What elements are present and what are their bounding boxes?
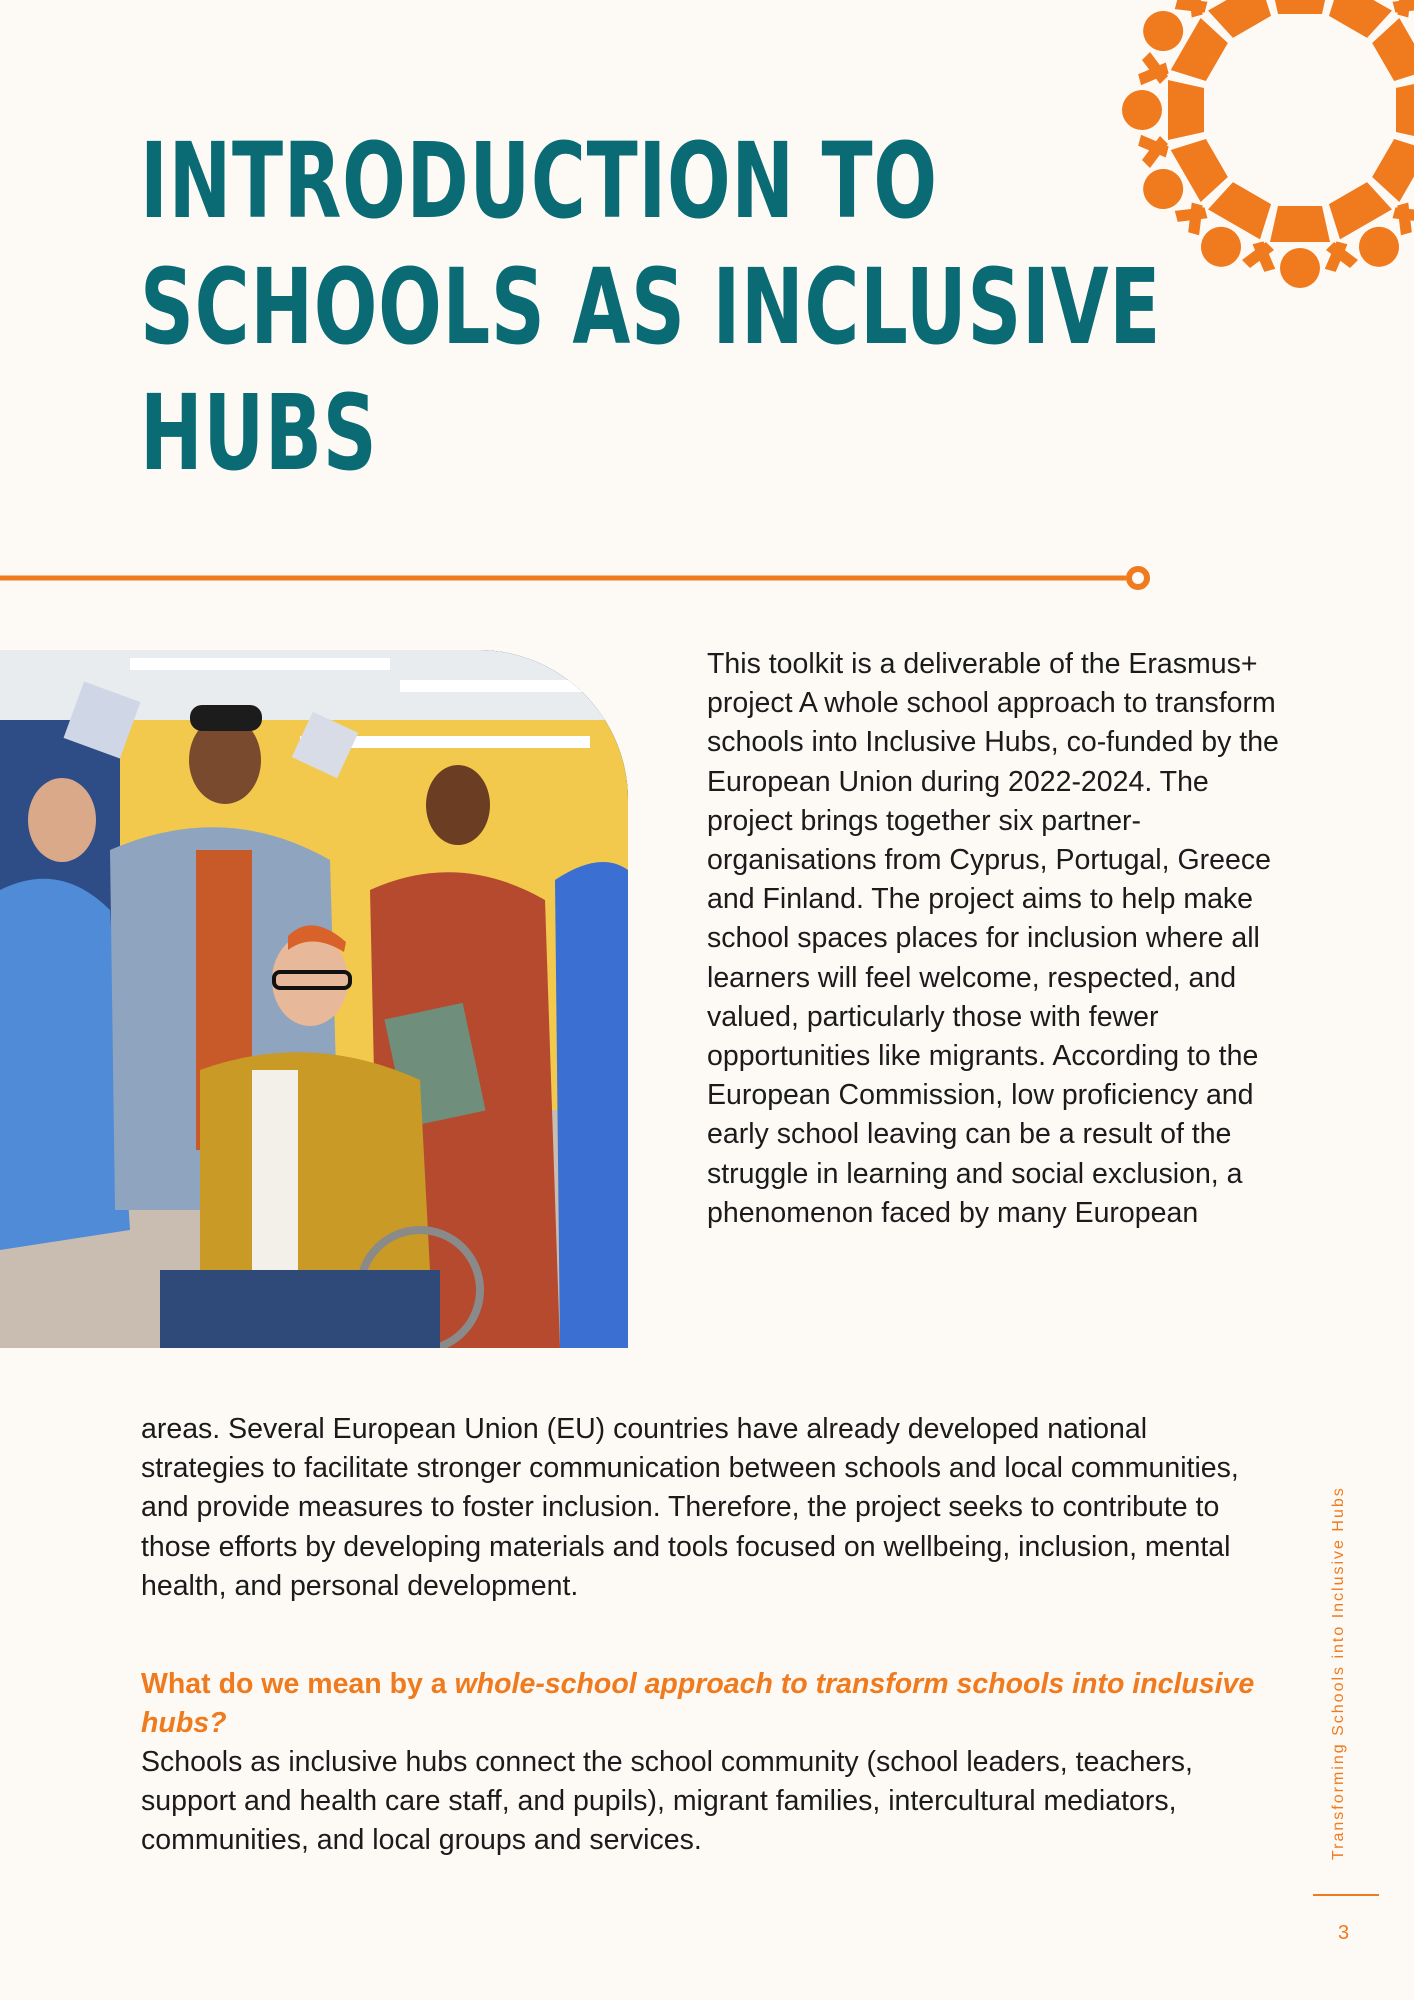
intro-paragraph: This toolkit is a deliverable of the Erasmus+ project A whole school approach to transform schools into Inclusive Hubs, co-funded by the European Union during 2022-2024. The project brings together six partner-organisations from Cyprus, Portugal, Greece and Finland. The project aims to help make school spaces places for inclusion where all learners will feel welcome, respected, and valued, particularly those with fewer opportunities like migrants. According to the European Commission, low proficiency and early school leaving can be a result of the struggle in learning and social exclusion, a phenomenon faced by many European — [707, 648, 1279, 1229]
page-title-line-1: INTRODUCTION TO — [140, 120, 938, 242]
page-number: 3 — [1338, 1922, 1350, 1944]
page-title-line-2: SCHOOLS AS INCLUSIVE — [140, 246, 1162, 368]
page-title — [140, 118, 1162, 496]
question-emphasis: whole-school approach to transform schools into inclusive hubs? — [141, 1668, 1255, 1740]
question-heading — [141, 1665, 1271, 1743]
students-photo — [0, 650, 628, 1348]
answer-paragraph: Schools as inclusive hubs connect the school community (school leaders, teachers, support and health care staff, and pupils), migrant families, intercultural mediators, communities, and local groups and services. — [141, 1746, 1193, 1857]
running-title: Transforming Schools into Inclusive Hubs — [1330, 1486, 1347, 1860]
continuation-paragraph: areas. Several European Union (EU) countries have already developed national strategies to facilitate stronger communication between schools and local communities, and provide measures to foster inclusion. Therefore, the project seeks to contribute to those efforts by developing materials and tools focused on wellbeing, inclusion, mental health, and personal development. — [141, 1413, 1239, 1602]
footer-rule — [1313, 1894, 1379, 1896]
group-of-students-photo — [0, 650, 628, 1348]
page-title-line-3: HUBS — [140, 372, 378, 494]
question-prefix: What do we mean by a — [141, 1668, 455, 1700]
people-circle-logo-icon — [1090, 0, 1414, 345]
orange-line-divider — [0, 566, 1162, 590]
